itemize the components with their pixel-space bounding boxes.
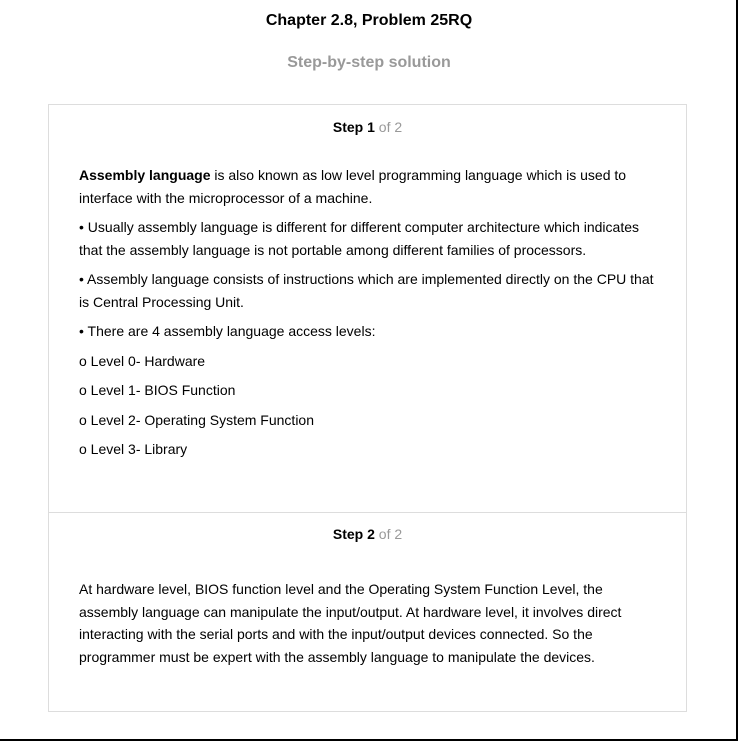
step-2-content [79, 578, 659, 675]
level-1-item: o Level 1- BIOS Function [79, 382, 236, 398]
step-1-header [49, 118, 686, 136]
bullet-cpu-instructions: • Assembly language consists of instructions which are implemented directly on the CPU that is Central Processing Unit. [79, 271, 654, 310]
step-2 [49, 512, 686, 711]
level-2-item: o Level 2- Operating System Function [79, 411, 315, 428]
page-title: Chapter 2.8, Problem 25RQ [265, 12, 473, 29]
step-1-intro: Assembly language is also known as low level programming language which is used to interface with the microprocessor of a machine. [79, 167, 627, 206]
step-2-of-total: of 2 [378, 526, 403, 542]
step-2-body: At hardware level, BIOS function level and the Operating System Function Level, the assembly language can manipulate the input/output. At hardware level, it involves direct interacting with the serial ports and with the input/output devices connected. So the programmer must be expert with the assembly language to manipulate the devices. [79, 581, 622, 665]
term-assembly-language: Assembly language [79, 167, 211, 183]
level-3-item: o Level 3- Library [79, 441, 188, 457]
step-2-label: Step 2 [332, 526, 375, 542]
step-1 [49, 105, 686, 513]
step-2-header [49, 525, 686, 543]
bullet-access-levels: • There are 4 assembly language access levels: [79, 323, 376, 339]
solution-box [48, 104, 687, 712]
step-1-content [79, 164, 659, 468]
step-1-label: Step 1 [332, 119, 375, 135]
level-0-item: o Level 0- Hardware [79, 352, 206, 369]
bullet-portability: • Usually assembly language is different for different computer architecture which indicates that the assembly language is not portable among different families of processors. [79, 219, 639, 258]
step-1-of-total: of 2 [378, 119, 403, 135]
page-subtitle: Step-by-step solution [287, 54, 451, 71]
